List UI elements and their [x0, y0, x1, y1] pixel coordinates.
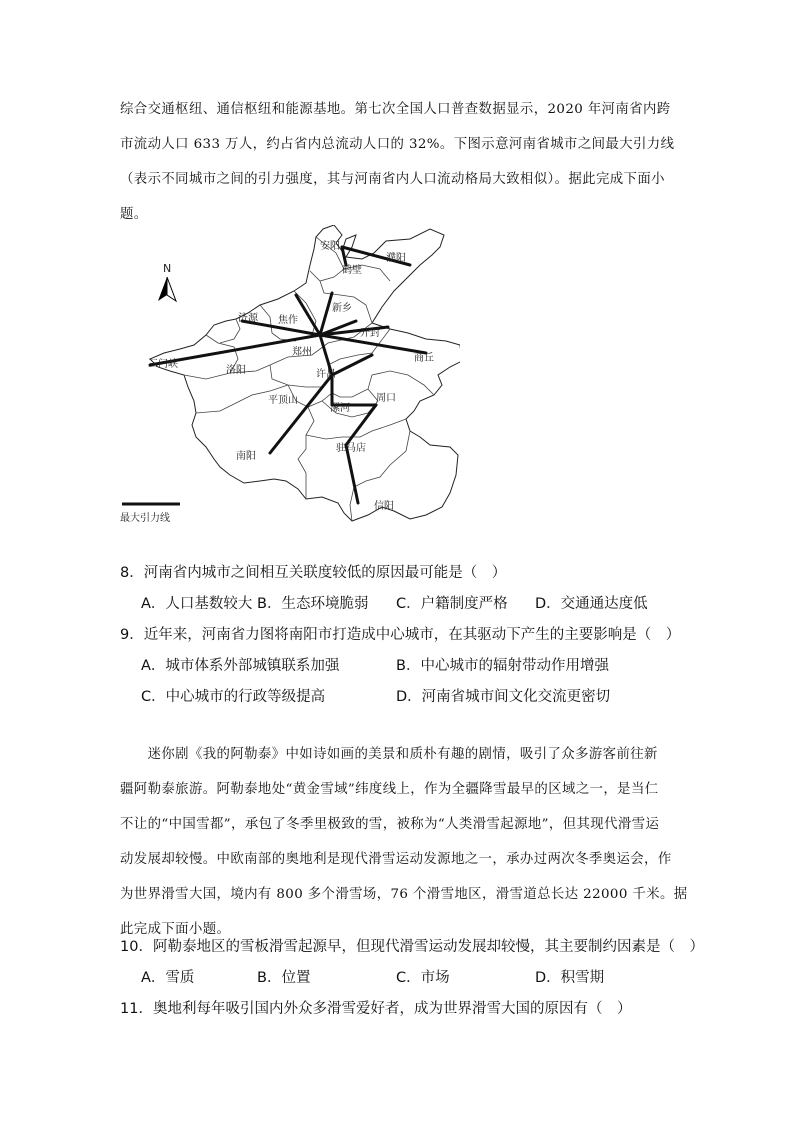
passage-2-line: 此完成下面小题。 [120, 922, 231, 937]
city-label-nanyang: 南阳 [236, 451, 256, 462]
passage-2-line: 不让的“中国雪都”，承包了冬季里极致的雪，被称为“人类滑雪起源地”，但其现代滑雪运 [120, 817, 660, 832]
question-10-option-d[interactable]: D．积雪期 [535, 970, 605, 986]
city-label-zhoukou: 周口 [376, 393, 396, 404]
city-label-anyang: 安阳 [320, 241, 340, 252]
province-outline [150, 225, 460, 521]
question-8-option-d[interactable]: D．交通通达度低 [535, 596, 648, 612]
passage-1-line: 题。 [120, 207, 148, 222]
city-label-xinxiang: 新乡 [332, 303, 352, 314]
north-label: N [163, 262, 172, 275]
question-9-option-a[interactable]: A．城市体系外部城镇联系加强 [141, 658, 340, 674]
question-10-stem: 10．阿勒泰地区的雪板滑雪起源早，但现代滑雪运动发展却较慢，其主要制约因素是（ ） [120, 939, 704, 955]
question-8-option-a[interactable]: A．人口基数较大 [141, 596, 253, 612]
city-label-luohe: 漯河 [330, 403, 350, 414]
city-label-luoyang: 洛阳 [226, 365, 246, 376]
passage-2-line: 疆阿勒泰旅游。阿勒泰地处“黄金雪域”纬度线上，作为全疆降雪最早的区域之一，是当仁 [120, 782, 659, 797]
city-label-xinyang: 信阳 [374, 501, 394, 512]
legend-label: 最大引力线 [120, 513, 170, 524]
question-8-stem: 8．河南省内城市之间相互关联度较低的原因最可能是（ ） [120, 565, 507, 581]
question-10-option-b[interactable]: B．位置 [257, 970, 311, 986]
passage-2 [120, 737, 688, 947]
city-label-xuchang: 许昌 [316, 369, 336, 380]
question-8-option-b[interactable]: B．生态环境脆弱 [257, 596, 369, 612]
city-label-hebi: 鹤壁 [342, 265, 362, 276]
henan-map [110, 225, 460, 525]
passage-2-line: 动发展却较慢。中欧南部的奥地利是现代滑雪运动发源地之一，承办过两次冬季奥运会，作 [120, 852, 672, 867]
question-9-option-c[interactable]: C．中心城市的行政等级提高 [141, 689, 326, 705]
north-arrow-icon [158, 262, 176, 301]
passage-1-line: 市流动人口 633 万人，约占省内总流动人口的 32%。下图示意河南省城市之间最大引力线 [120, 137, 675, 152]
question-9-option-b[interactable]: B．中心城市的辐射带动作用增强 [396, 658, 609, 674]
question-11-stem: 11．奥地利每年吸引国内外众多滑雪爱好者，成为世界滑雪大国的原因有（ ） [120, 1001, 632, 1017]
city-label-zhumadian: 驻马店 [336, 443, 366, 454]
question-9-stem: 9．近年来，河南省力图将南阳市打造成中心城市，在其驱动下产生的主要影响是（ ） [120, 627, 681, 643]
city-label-sanmenxia: 三门峡 [148, 359, 178, 370]
city-label-jiaozuo: 焦作 [278, 315, 298, 326]
question-9-option-d[interactable]: D．河南省城市间文化交流更密切 [396, 689, 611, 705]
passage-2-line: 迷你剧《我的阿勒泰》中如诗如画的美景和质朴有趣的剧情，吸引了众多游客前往新 [120, 747, 658, 762]
city-label-puyang: 濮阳 [386, 253, 406, 264]
city-label-pingdingshan: 平顶山 [268, 395, 298, 406]
passage-2-line: 为世界滑雪大国，境内有 800 多个滑雪场，76 个滑雪地区，滑雪道总长达 22000 千米。据 [120, 887, 688, 902]
city-label-kaifeng: 开封 [360, 328, 380, 339]
question-8-option-c[interactable]: C．户籍制度严格 [396, 596, 508, 612]
question-10-option-c[interactable]: C．市场 [396, 970, 450, 986]
city-label-jiyuan: 济源 [238, 313, 258, 324]
city-label-shangqiu: 商丘 [414, 353, 434, 364]
city-label-zhengzhou: 郑州 [292, 347, 312, 358]
passage-1-line: （表示不同城市之间的引力强度，其与河南省内人口流动格局大致相似）。据此完成下面小 [120, 172, 665, 187]
question-10-option-a[interactable]: A．雪质 [141, 970, 195, 986]
passage-1 [120, 92, 680, 232]
passage-1-line: 综合交通枢纽、通信枢纽和能源基地。第七次全国人口普查数据显示，2020 年河南省内跨 [120, 102, 671, 117]
